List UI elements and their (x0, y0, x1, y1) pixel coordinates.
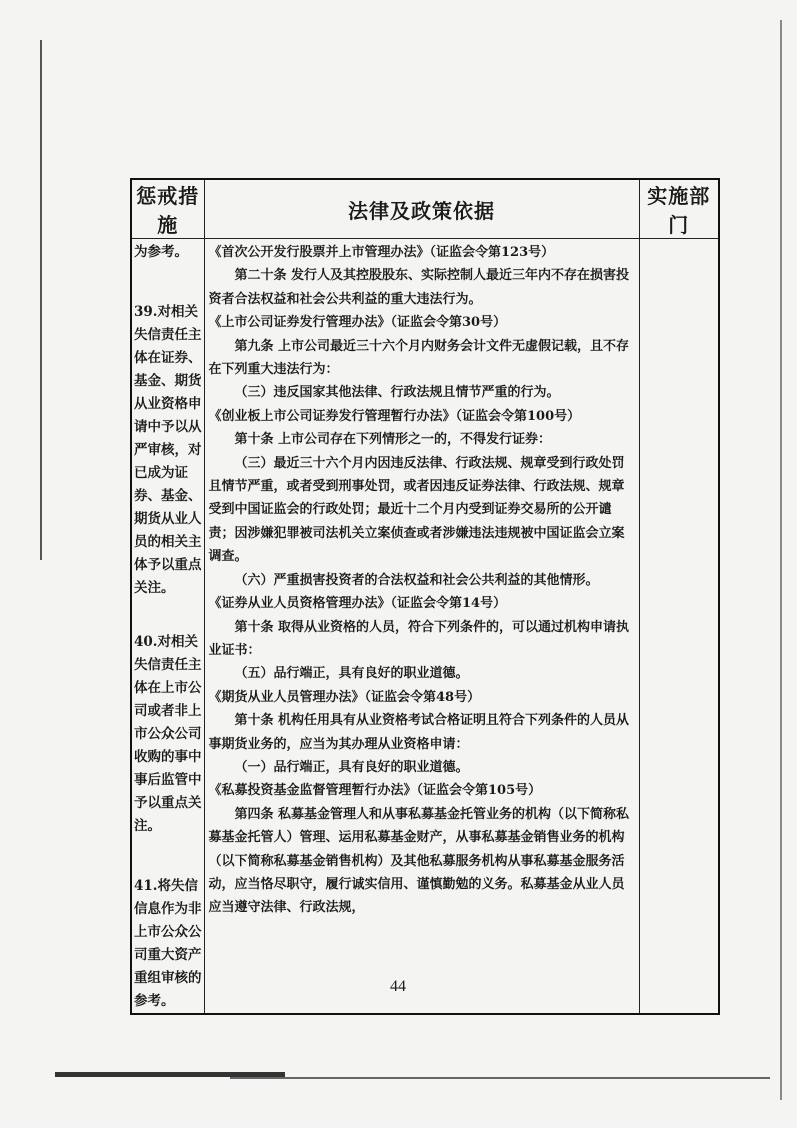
page-number: 44 (390, 978, 406, 995)
regulation-title: 《证券从业人员资格管理办法》（证监会令第14号） (208, 596, 507, 612)
basis-cell (204, 239, 639, 1015)
regulation-clause: 第十条 机构任用具有从业资格考试合格证明且符合下列条件的人员从事期货业务的，应当为其办理从业资格申请： (208, 713, 630, 752)
regulation-title: 《期货从业人员管理办法》（证监会令第48号） (208, 689, 481, 705)
regulation-clause: （一）品行端正，具有良好的职业道德。 (234, 759, 469, 775)
regulation-clause: （三）最近三十六个月内因违反法律、行政法规、规章受到行政处罚且情节严重，或者受到刑事处罚，或者因违反证券法律、行政法规、规章受到中国证监会的行政处罚；最近十二个月内受到证券交易所的公开谴责；因涉嫌犯罪被司法机关立案侦查或者涉嫌违法违规被中国证监会立案调查。 (208, 455, 625, 565)
regulation-clause: （五）品行端正，具有良好的职业道德。 (234, 666, 469, 682)
regulation-clause: （六）严重损害投资者的合法权益和社会公共利益的其他情形。 (234, 572, 599, 588)
scan-edge-left (40, 40, 42, 560)
scan-edge-bottom-line (230, 1077, 770, 1079)
table-header-row (131, 179, 719, 239)
header-basis: 法律及政策依据 (204, 179, 639, 239)
regulation-title: 《首次公开发行股票并上市管理办法》（证监会令第123号） (208, 245, 555, 260)
header-measures: 惩戒措施 (131, 179, 204, 239)
regulation-title: 《私募投资基金监督管理暂行办法》（证监会令第105号） (208, 783, 542, 799)
measure-item: 39.对相关失信责任主体在证券、基金、期货从业资格申请中予以从严审核，对已成为证券、基金、期货从业人员的相关主体予以重点关注。 (134, 304, 202, 596)
regulation-title: 《创业板上市公司证券发行管理暂行办法》（证监会令第100号） (208, 408, 581, 424)
scan-edge-right (780, 20, 782, 1100)
regulation-clause: 第十条 取得从业资格的人员，符合下列条件的，可以通过机构申请执业证书： (208, 619, 630, 658)
regulation-clause: 第二十条 发行人及其控股股东、实际控制人最近三年内不存在损害投资者合法权益和社会公共利益的重大违法行为。 (208, 268, 630, 307)
measure-item: 40.对相关失信责任主体在上市公司或者非上市公众公司收购的事中事后监管中予以重点关注。 (134, 634, 202, 834)
header-department: 实施部门 (639, 179, 719, 239)
measure-item: 41.将失信信息作为非上市公众公司重大资产重组审核的参考。 (134, 878, 202, 1009)
department-cell (639, 239, 719, 1015)
measures-cell (131, 239, 204, 1015)
measures-table (130, 178, 720, 1015)
measure-item: 为参考。 (134, 244, 188, 260)
regulation-clause: （三）违反国家其他法律、行政法规且情节严重的行为。 (234, 385, 560, 401)
regulation-clause: 第四条 私募基金管理人和从事私募基金托管业务的机构（以下简称私募基金托管人）管理、运用私募基金财产，从事私募基金销售业务的机构（以下简称私募基金销售机构）及其他私募服务机构从事私募基金服务活动，应当恪尽职守，履行诚实信用、谨慎勤勉的义务。私募基金从业人员应当遵守法律、行政法规， (208, 806, 630, 916)
table-row (131, 239, 719, 1015)
regulation-clause: 第十条 上市公司存在下列情形之一的，不得发行证券： (234, 432, 552, 448)
regulation-clause: 第九条 上市公司最近三十六个月内财务会计文件无虚假记载，且不存在下列重大违法行为： (208, 338, 630, 378)
regulation-title: 《上市公司证券发行管理办法》（证监会令第30号） (208, 315, 507, 331)
